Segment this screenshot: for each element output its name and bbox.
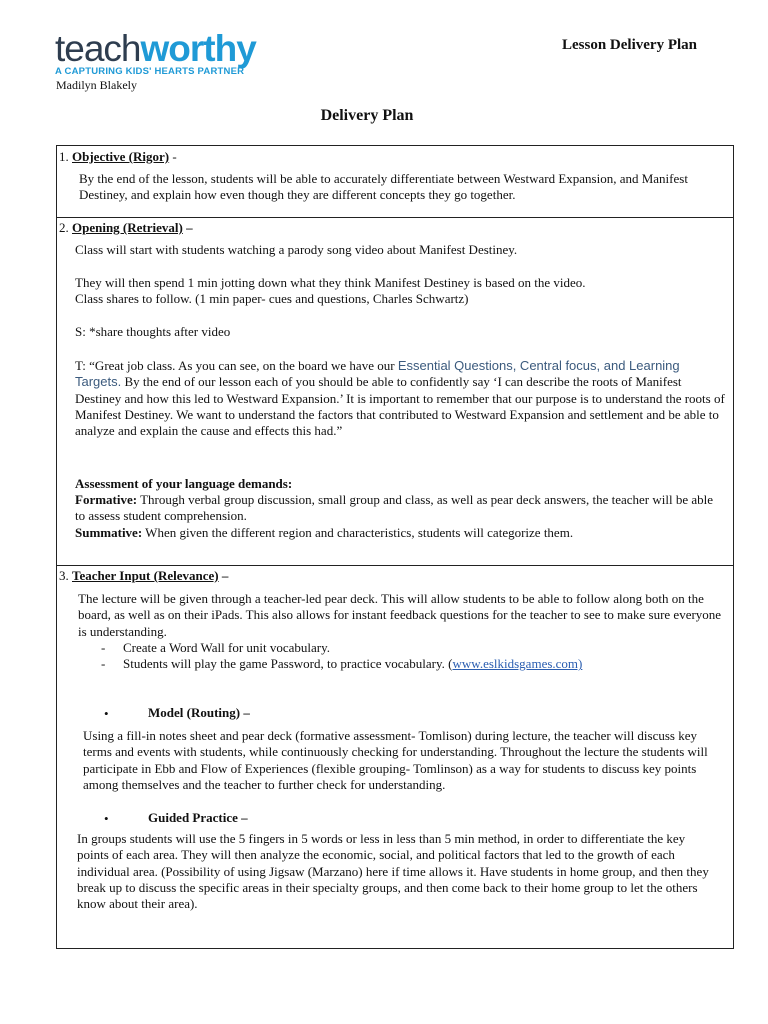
opening-paragraph-3: S: *share thoughts after video: [75, 324, 231, 339]
summative-label: Summative:: [75, 525, 143, 540]
bullet-icon: •: [104, 811, 109, 826]
section-objective: [57, 146, 733, 218]
list-item: [101, 656, 701, 672]
section-number: 1.: [59, 149, 69, 164]
section-teacher-input-heading: [59, 568, 228, 584]
assessment-heading: Assessment of your language demands:: [75, 476, 293, 491]
opening-paragraph-2a: They will then spend 1 min jotting down what they think Manifest Destiney is based on the video.: [75, 275, 586, 290]
page-title: Delivery Plan: [320, 107, 414, 124]
summative-assessment: [75, 525, 725, 541]
list-item-text: Students will play the game Password, to practice vocabulary. (: [123, 656, 453, 672]
list-item: - Create a Word Wall for unit vocabulary.: [101, 640, 701, 656]
section-number: 2.: [59, 220, 69, 235]
section-heading-suffix: -: [169, 149, 177, 164]
opening-p4-accent: Essential Questions, Central focus, and Learning Targets.: [75, 358, 680, 390]
formative-label: Formative:: [75, 492, 138, 507]
logo-wordmark: [55, 30, 256, 68]
objective-text: By the end of the lesson, students will be able to accurately differentiate between Westward Expansion, and Manifest Destiney, and explain how even though they are different concepts they go together.: [79, 171, 688, 203]
guided-practice-text: In groups students will use the 5 fingers in 5 words or less in less than 5 min method, in order to differentiate the key points of each area. They will then analyze the economic, social, and political factors that led to the growth of each individual area. (Possibility of using Jigsaw (Marzano) here if time allows it. Have students in home group, and then they break up to discuss the specific areas in their specialty groups, and then come back to their home group to let the others know about their area).: [77, 831, 709, 912]
opening-p4-start: T: “Great job class. As you can see, on the board we have our: [75, 358, 398, 373]
author-name: Madilyn Blakely: [56, 78, 137, 92]
guided-practice-heading: Guided Practice –: [148, 810, 248, 825]
eslkidsgames-link[interactable]: www.eslkidsgames.com): [452, 656, 583, 672]
opening-paragraph-1: Class will start with students watching a parody song video about Manifest Destiney.: [75, 242, 518, 257]
formative-assessment: [75, 492, 725, 525]
teachworthy-logo: [55, 30, 256, 77]
opening-paragraph-4: [75, 358, 725, 439]
delivery-plan-table: [56, 145, 734, 949]
teacher-input-paragraph: The lecture will be given through a teacher-led pear deck. This will allow students to be able to follow along both on the board, as well as on their iPads. This also allows for instant feedback questions for the teacher to see to make sure everyone is understanding.: [78, 591, 722, 639]
logo-wordmark-a: teach: [55, 28, 141, 69]
logo-tagline: A CAPTURING KIDS' HEARTS PARTNER: [55, 66, 245, 77]
section-opening: [57, 217, 733, 566]
document-type-title: Lesson Delivery Plan: [562, 37, 697, 53]
model-heading: Model (Routing) –: [148, 705, 250, 720]
section-number: 3.: [59, 568, 69, 583]
model-text: Using a fill-in notes sheet and pear deck (formative assessment- Tomlison) during lecture, the teacher will discuss key terms and events with students, while continuously checking for understanding. Throughout the lecture the students will participate in Ebb and Flow of Experiences (flexible grouping- Tomlinson) as a way for students to discuss key points among themselves and the teacher to further check for understanding.: [83, 728, 708, 792]
opening-p4-end: By the end of our lesson each of you should be able to confidently say ‘I can describe the roots of Manifest Destiney and how this led to Westward Expansion.’ It is important to remember that our purpose is to understand the roots of Manifest Destiney. We want to understand the factors that contributed to Westward Expansion and settlement and be able to analyze and explain the cause and effects this had.”: [75, 374, 725, 439]
section-heading-suffix: –: [218, 568, 229, 583]
activity-list: [101, 640, 701, 673]
formative-text: Through verbal group discussion, small group and class, as well as pear deck answers, the teacher will be able to assess student comprehension.: [75, 492, 714, 524]
opening-paragraph-2b: Class shares to follow. (1 min paper- cues and questions, Charles Schwartz): [75, 291, 469, 306]
logo-wordmark-b: worthy: [140, 28, 256, 69]
section-heading-suffix: –: [182, 220, 193, 235]
summative-text: When given the different region and characteristics, students will categorize them.: [142, 525, 574, 540]
section-heading-label: Opening (Retrieval): [72, 220, 183, 235]
section-objective-heading: [59, 149, 177, 165]
bullet-icon: •: [104, 706, 109, 721]
section-teacher-input: [57, 565, 733, 948]
section-heading-label: Objective (Rigor): [72, 149, 170, 164]
section-heading-label: Teacher Input (Relevance): [72, 568, 219, 583]
section-opening-heading: [59, 220, 193, 236]
